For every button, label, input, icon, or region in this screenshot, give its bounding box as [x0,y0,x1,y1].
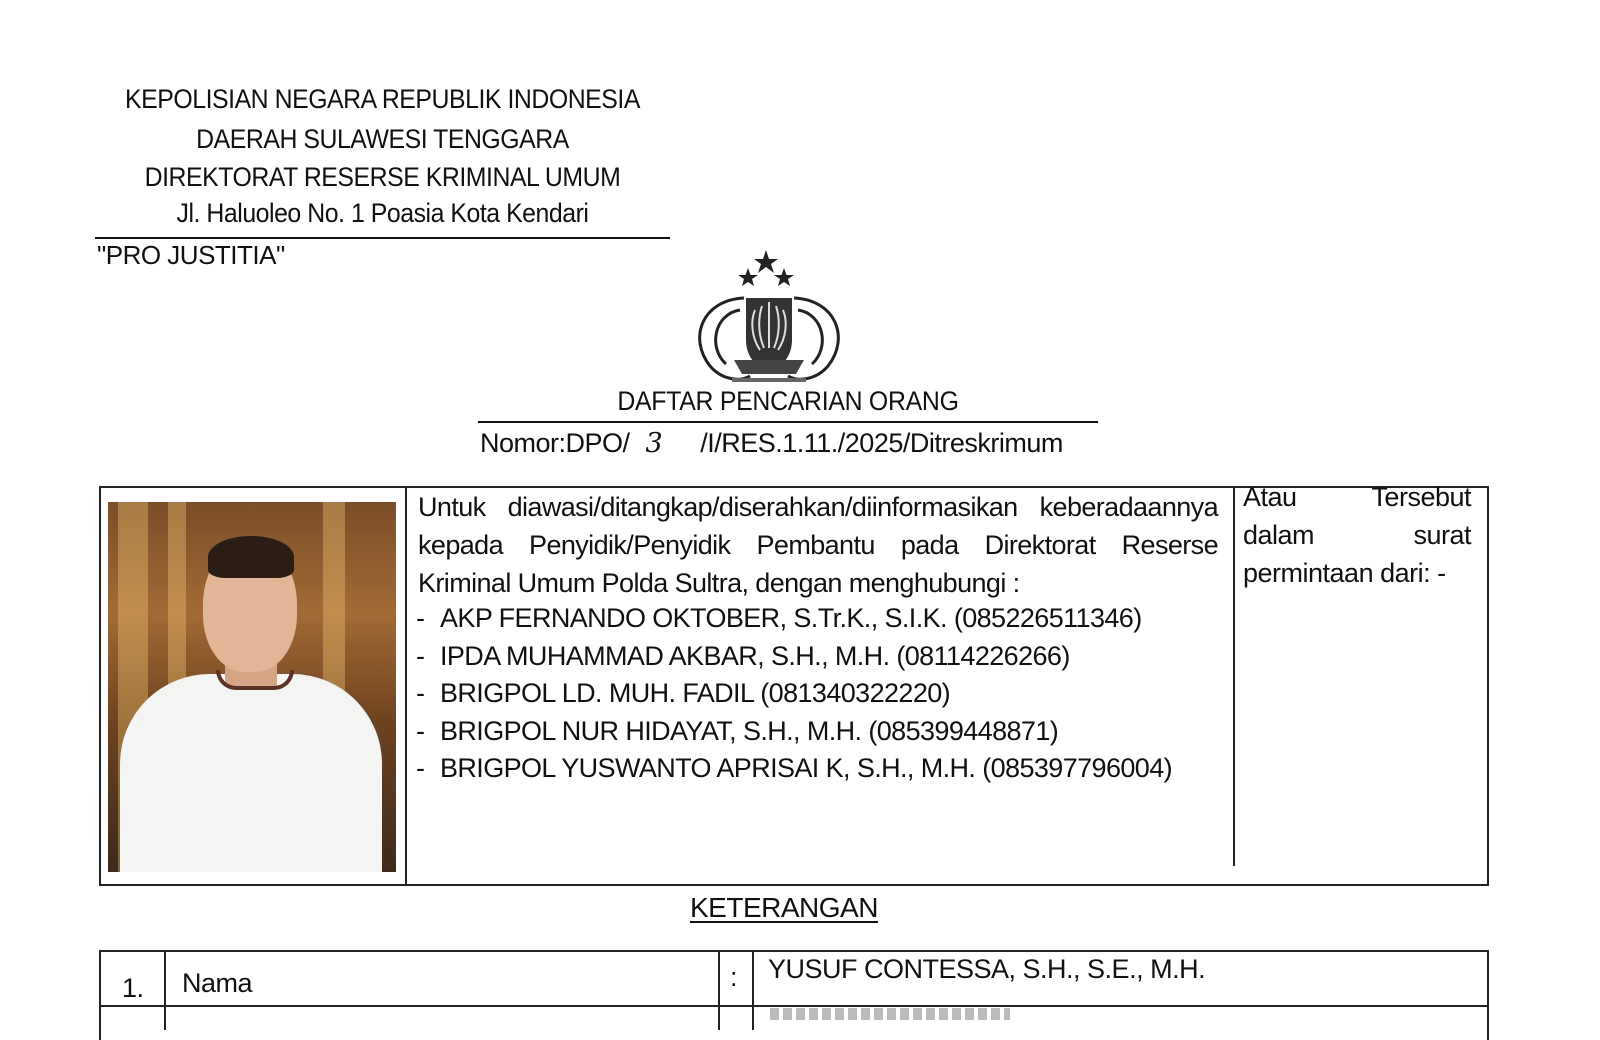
title-rule [478,421,1098,423]
document-title: DAFTAR PENCARIAN ORANG [617,386,959,416]
note-line: Atau Tersebut [1243,482,1471,512]
note-line: dalam surat [1243,520,1471,550]
document-number [480,428,1063,459]
table-row-label: Nama [182,968,253,998]
contact-item: - IPDA MUHAMMAD AKBAR, S.H., M.H. (08114226266) [416,640,1070,671]
police-emblem-icon [684,248,854,388]
table-row-divider [99,1005,1489,1007]
box-divider-left [405,486,407,886]
contact-item: - BRIGPOL NUR HIDAYAT, S.H., M.H. (085399448871) [416,715,1059,746]
table-row-value: YUSUF CONTESSA, S.H., S.E., M.H. [768,954,1206,984]
table-col-divider [718,950,720,1030]
contact-list [416,600,1172,788]
table-row-number: 1. [122,973,144,1003]
next-row-partial-text [770,1008,1010,1020]
letterhead-institution: KEPOLISIAN NEGARA REPUBLIK INDONESIA [125,84,640,114]
letterhead-rule [95,237,670,239]
letterhead-address: Jl. Haluoleo No. 1 Poasia Kota Kendari [176,198,589,228]
contact-item: - AKP FERNANDO OKTOBER, S.Tr.K., S.I.K. (085226511346) [416,603,1142,633]
table-col-divider [752,950,754,1030]
suspect-photo [108,502,396,872]
letterhead-region: DAERAH SULAWESI TENGGARA [196,124,569,154]
table-col-divider [164,950,166,1030]
contact-item: - BRIGPOL LD. MUH. FADIL (081340322220) [416,678,951,708]
note-line: permintaan dari: - [1243,558,1446,588]
number-prefix: Nomor:DPO/ [480,428,630,458]
contact-item: - BRIGPOL YUSWANTO APRISAI K, S.H., M.H. (085397796004) [416,753,1173,783]
request-source-note [1243,478,1471,592]
pro-justitia-label: "PRO JUSTITIA" [97,240,285,270]
table-row-separator: : [730,962,738,992]
keterangan-heading: KETERANGAN [690,892,878,923]
box-divider-right [1233,486,1235,866]
instruction-text: Untuk diawasi/ditangkap/diserahkan/diinformasikan keberadaannya kepada Penyidik/Penyidik Pembantu pada Direktorat Reserse Kriminal Umum Polda Sultra, dengan menghubungi : [418,492,1218,598]
letterhead-directorate: DIREKTORAT RESERSE KRIMINAL UMUM [144,162,621,192]
number-suffix: /I/RES.1.11./2025/Ditreskrimum [700,428,1063,458]
number-handwritten: 3 [645,428,663,459]
